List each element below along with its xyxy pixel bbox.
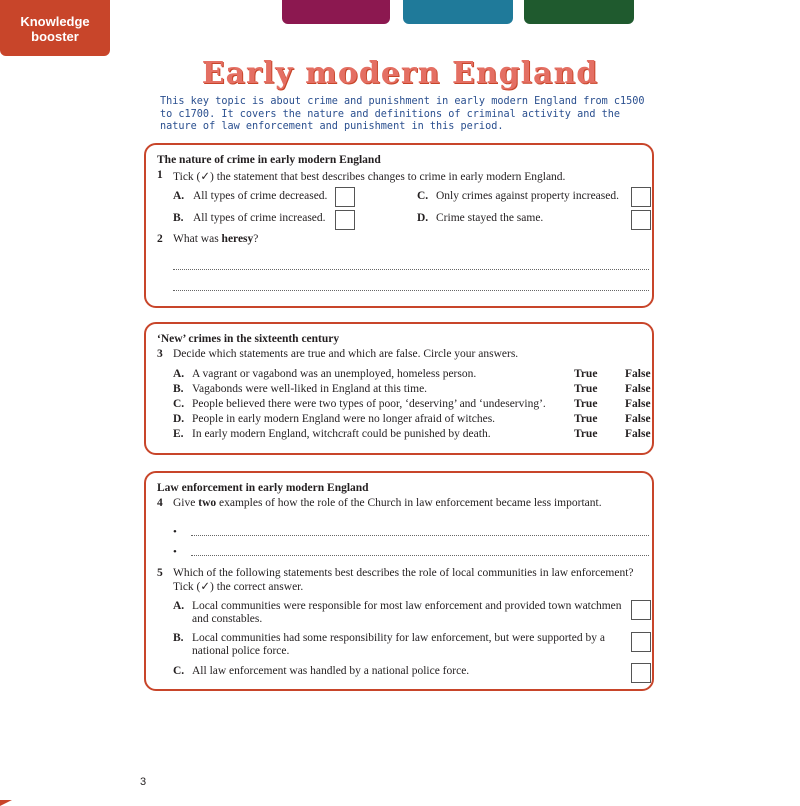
statement-text: Vagabonds were well-liked in England at this time. [192, 383, 428, 395]
true-option[interactable]: True [574, 383, 598, 395]
booster-tab-line1: Knowledge [20, 14, 90, 29]
statement-text: A vagrant or vagabond was an unemployed, homeless person. [192, 368, 477, 380]
booster-tab-line2: booster [31, 29, 79, 44]
tick-box-b[interactable] [631, 632, 651, 652]
tick-box-b[interactable] [335, 210, 355, 230]
option-letter: D. [417, 212, 429, 224]
bullet-point: • [173, 526, 177, 538]
option-text-line1: Local communities had some responsibility for law enforcement, but were supported by a [192, 632, 605, 644]
question-text: Tick (✓) the statement that best describes changes to crime in early modern England. [173, 171, 566, 183]
question-number: 3 [157, 348, 163, 360]
false-option[interactable]: False [625, 383, 651, 395]
tick-box-a[interactable] [335, 187, 355, 207]
bullet-point: • [173, 546, 177, 558]
option-text-line2: and constables. [192, 613, 263, 625]
answer-line[interactable] [191, 535, 649, 536]
question-text: Decide which statements are true and which are false. Circle your answers. [173, 348, 519, 360]
question-text-line1: Which of the following statements best describes the role of local communities in law enforcement? [173, 567, 634, 579]
false-option[interactable]: False [625, 398, 651, 410]
false-option[interactable]: False [625, 413, 651, 425]
tab-magenta [282, 0, 390, 24]
question-number: 5 [157, 567, 163, 579]
answer-line[interactable] [173, 290, 649, 291]
intro-text: This key topic is about crime and punishment in early modern England from c1500 to c1700. It covers the nature and definitions of criminal activity and the nature of law enforcement and punishment in this period. [160, 96, 645, 132]
question-text [173, 233, 258, 245]
true-option[interactable]: True [574, 413, 598, 425]
question-number: 2 [157, 233, 163, 245]
answer-line[interactable] [173, 269, 649, 270]
q2-bold-term: heresy [221, 233, 254, 245]
option-text: All types of crime increased. [193, 212, 326, 224]
statement-letter: D. [173, 413, 185, 425]
tick-box-d[interactable] [631, 210, 651, 230]
statement-letter: B. [173, 383, 184, 395]
question-number: 1 [157, 169, 163, 181]
section-law-enforcement [144, 471, 654, 691]
answer-line[interactable] [191, 555, 649, 556]
question-text-line2: Tick (✓) the correct answer. [173, 581, 304, 593]
option-text: Crime stayed the same. [436, 212, 544, 224]
option-letter: B. [173, 632, 184, 644]
page-title: Early modern England [201, 56, 599, 91]
section-new-crimes [144, 322, 654, 455]
statement-text: In early modern England, witchcraft could be punished by death. [192, 428, 491, 440]
true-option[interactable]: True [574, 398, 598, 410]
tick-box-c[interactable] [631, 663, 651, 683]
statement-letter: A. [173, 368, 185, 380]
section-title: Law enforcement in early modern England [157, 482, 369, 494]
section-nature-of-crime [144, 143, 654, 308]
false-option[interactable]: False [625, 368, 651, 380]
q4-bold: two [198, 497, 217, 509]
tab-green [524, 0, 634, 24]
page-number: 3 [140, 776, 147, 788]
true-option[interactable]: True [574, 368, 598, 380]
option-letter: C. [417, 190, 429, 202]
option-text-line2: national police force. [192, 645, 290, 657]
question-number: 4 [157, 497, 163, 509]
q4-post: examples of how the role of the Church in law enforcement became less important. [216, 497, 602, 509]
statement-letter: E. [173, 428, 184, 440]
option-letter: A. [173, 600, 185, 612]
tick-box-a[interactable] [631, 600, 651, 620]
q4-pre: Give [173, 497, 199, 509]
statement-text: People in early modern England were no longer afraid of witches. [192, 413, 496, 425]
option-letter: A. [173, 190, 185, 202]
knowledge-booster-tab [0, 0, 110, 56]
option-text-line1: All law enforcement was handled by a national police force. [192, 665, 470, 677]
tick-box-c[interactable] [631, 187, 651, 207]
false-option[interactable]: False [625, 428, 651, 440]
option-letter: B. [173, 212, 184, 224]
q2-post: ? [253, 233, 259, 245]
section-title: ‘New’ crimes in the sixteenth century [157, 333, 340, 345]
option-letter: C. [173, 665, 185, 677]
section-title: The nature of crime in early modern England [157, 154, 381, 166]
tab-teal [403, 0, 513, 24]
true-option[interactable]: True [574, 428, 598, 440]
option-text-line1: Local communities were responsible for most law enforcement and provided town watchmen [192, 600, 622, 612]
option-text: Only crimes against property increased. [436, 190, 619, 202]
statement-letter: C. [173, 398, 185, 410]
option-text: All types of crime decreased. [193, 190, 328, 202]
statement-text: People believed there were two types of poor, ‘deserving’ and ‘undeserving’. [192, 398, 546, 410]
q2-pre: What was [173, 233, 222, 245]
question-text [173, 497, 602, 509]
